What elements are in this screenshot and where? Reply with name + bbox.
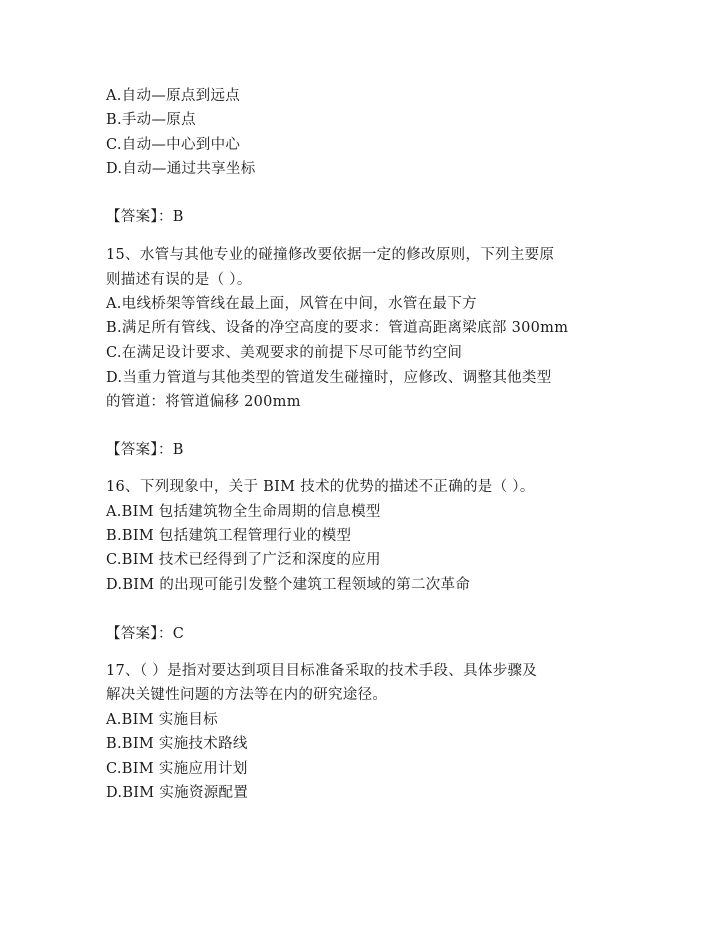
q17-option-d: D.BIM 实施资源配置 xyxy=(106,785,249,801)
q15-stem-line1: 15、水管与其他专业的碰撞修改要依据一定的修改原则，下列主要原 xyxy=(106,247,555,263)
q15-option-a: A.电线桥架等管线在最上面，风管在中间，水管在最下方 xyxy=(106,296,477,312)
q16-option-d: D.BIM 的出现可能引发整个建筑工程领域的第二次革命 xyxy=(106,577,471,593)
q17-stem-line1: 17、（ ）是指对要达到项目目标准备采取的技术手段、具体步骤及 xyxy=(106,663,538,679)
q15-option-c: C.在满足设计要求、美观要求的前提下尽可能节约空间 xyxy=(106,345,463,361)
q16-option-b: B.BIM 包括建筑工程管理行业的模型 xyxy=(106,528,352,544)
q15-answer: 【答案】：B xyxy=(106,442,184,458)
q16-stem-line1: 16、下列现象中，关于 BIM 技术的优势的描述不正确的是（ ）。 xyxy=(106,479,535,495)
q16-option-a: A.BIM 包括建筑物全生命周期的信息模型 xyxy=(106,504,381,520)
q14-answer: 【答案】：B xyxy=(106,209,184,225)
q15-option-d: D.当重力管道与其他类型的管道发生碰撞时，应修改、调整其他类型 xyxy=(106,370,552,386)
q16-option-c: C.BIM 技术已经得到了广泛和深度的应用 xyxy=(106,552,381,568)
q14-option-d: D.自动—通过共享坐标 xyxy=(106,161,256,177)
q14-option-a: A.自动—原点到远点 xyxy=(106,88,241,104)
q17-option-c: C.BIM 实施应用计划 xyxy=(106,761,248,777)
q15-stem-line2: 则描述有误的是（ ）。 xyxy=(106,272,252,288)
q17-option-b: B.BIM 实施技术路线 xyxy=(106,736,248,752)
q17-option-a: A.BIM 实施目标 xyxy=(106,712,218,728)
q14-option-b: B.手动—原点 xyxy=(106,112,196,128)
q15-option-b: B.满足所有管线、设备的净空高度的要求：管道高距离梁底部 300mm xyxy=(106,320,569,336)
q14-option-c: C.自动—中心到中心 xyxy=(106,137,241,153)
q15-option-d-cont: 的管道：将管道偏移 200mm xyxy=(106,394,301,410)
q17-stem-line2: 解决关键性问题的方法等在内的研究途径。 xyxy=(106,687,388,703)
q16-answer: 【答案】：C xyxy=(106,626,185,642)
